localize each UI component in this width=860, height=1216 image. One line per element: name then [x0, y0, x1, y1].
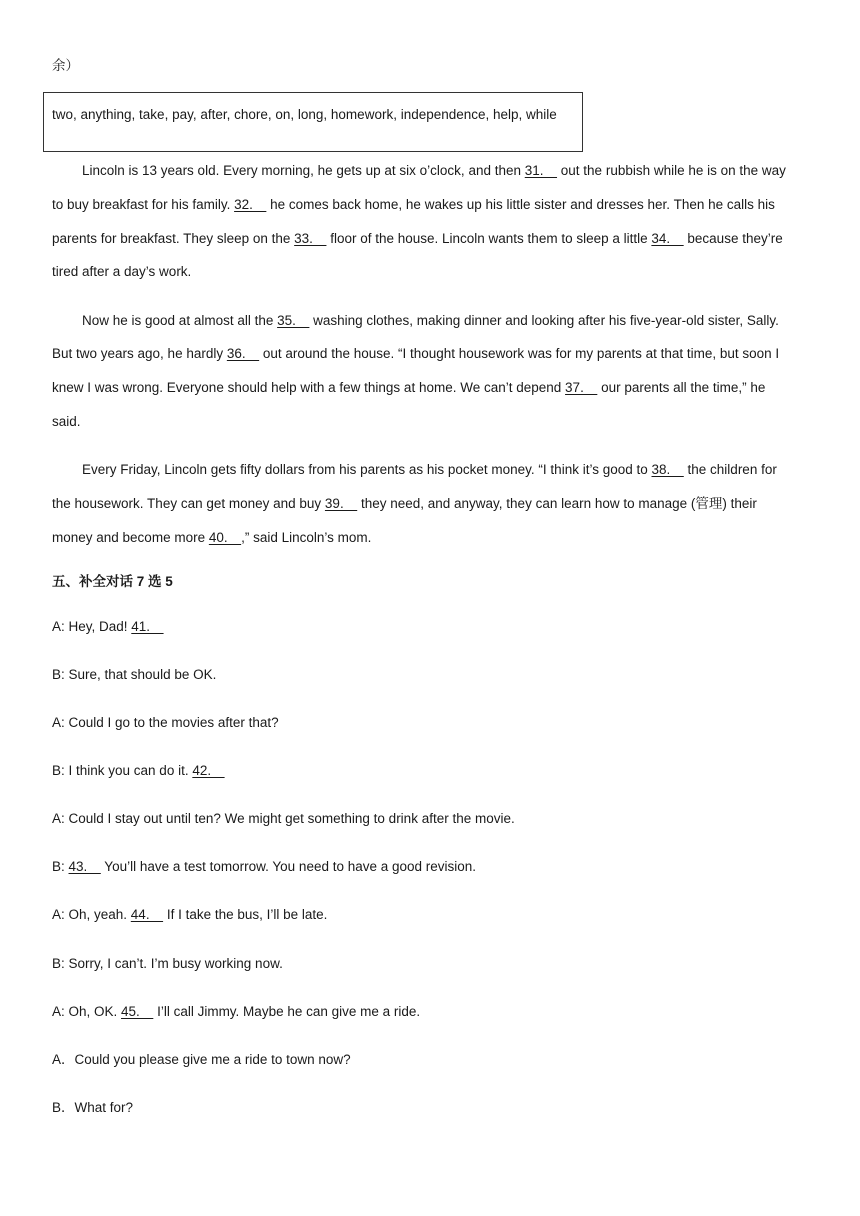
text-segment: out the rubbish while he is on the way — [557, 163, 786, 178]
blank-32: 32. — [234, 197, 267, 212]
passage-line — [52, 494, 757, 514]
blank-33: 33. — [294, 231, 327, 246]
passage-line — [52, 378, 765, 398]
text-segment: Now he is good at almost all the — [82, 313, 278, 328]
text-segment: If I take the bus, I’ll be late. — [163, 907, 328, 922]
text-segment: because they’re — [683, 231, 783, 246]
top-fragment: 余） — [52, 58, 79, 73]
passage-line — [82, 311, 779, 331]
text-segment: washing clothes, making dinner and looking after his five-year-old sister, Sally. — [309, 313, 779, 328]
dialogue-line — [52, 761, 225, 781]
blank-38: 38. — [651, 462, 684, 477]
blank-31: 31. — [524, 163, 558, 178]
text-segment: said. — [52, 414, 81, 429]
text-segment: B: Sure, that should be OK. — [52, 667, 217, 682]
text-segment: B: — [52, 859, 69, 874]
text-segment: B: Sorry, I can’t. I’m busy working now. — [52, 956, 283, 971]
word-bank-text: two, anything, take, pay, after, chore, on, long, homework, independence, help, while — [52, 107, 557, 122]
text-segment: Lincoln is 13 years old. Every morning, he gets up at six o’clock, and then — [82, 163, 525, 178]
blank-41: 41. — [131, 619, 164, 634]
blank-36: 36. — [226, 346, 260, 361]
text-segment: I’ll call Jimmy. Maybe he can give me a ride. — [153, 1004, 421, 1019]
text-segment: knew I was wrong. Everyone should help with a few things at home. We can’t depend — [52, 380, 566, 395]
dialogue-line — [52, 905, 327, 925]
dialogue-line — [52, 954, 283, 974]
dialogue-line — [52, 809, 515, 829]
text-segment: A: Oh, yeah. — [52, 907, 131, 922]
passage-line — [52, 528, 371, 548]
text-segment: floor of the house. Lincoln wants them to sleep a little — [326, 231, 652, 246]
text-segment: our parents all the time,” he — [597, 380, 766, 395]
text-segment: they need, and anyway, they can learn how to manage (管理) their — [357, 496, 757, 511]
blank-40: 40. — [208, 530, 242, 545]
blank-42: 42. — [192, 763, 225, 778]
dialogue-line — [52, 713, 279, 733]
blank-43: 43. — [68, 859, 101, 874]
text-segment: A: Could I stay out until ten? We might get something to drink after the movie. — [52, 811, 515, 826]
passage-line — [52, 229, 783, 249]
text-segment: ,” said Lincoln’s mom. — [241, 530, 372, 545]
option-b: B．What for? — [52, 1100, 134, 1115]
text-segment: B: I think you can do it. — [52, 763, 193, 778]
passage-line — [52, 262, 191, 282]
passage-line — [52, 195, 775, 215]
dialogue-line — [52, 665, 216, 685]
text-segment: to buy breakfast for his family. — [52, 197, 235, 212]
text-segment: the housework. They can get money and buy — [52, 496, 325, 511]
passage-line — [82, 161, 786, 181]
text-segment: tired after a day’s work. — [52, 264, 192, 279]
option-a: A．Could you please give me a ride to town now? — [52, 1052, 351, 1067]
blank-34: 34. — [651, 231, 684, 246]
passage-line — [52, 344, 779, 364]
dialogue-line — [52, 857, 476, 877]
dialogue-line — [52, 1002, 420, 1022]
text-segment: Every Friday, Lincoln gets fifty dollars from his parents as his pocket money. “I think it’s good to — [82, 462, 652, 477]
text-segment: he comes back home, he wakes up his little sister and dresses her. Then he calls his — [266, 197, 775, 212]
blank-45: 45. — [121, 1004, 154, 1019]
text-segment: You’ll have a test tomorrow. You need to have a good revision. — [100, 859, 477, 874]
passage-line — [82, 460, 777, 480]
blank-44: 44. — [130, 907, 164, 922]
blank-37: 37. — [565, 380, 598, 395]
text-segment: But two years ago, he hardly — [52, 346, 227, 361]
text-segment: out around the house. “I thought housework was for my parents at that time, but soon I — [259, 346, 780, 361]
passage-line — [52, 412, 81, 432]
blank-39: 39. — [324, 496, 358, 511]
blank-35: 35. — [277, 313, 310, 328]
text-segment: A: Oh, OK. — [52, 1004, 122, 1019]
dialogue-line — [52, 617, 164, 637]
word-bank-box — [43, 92, 583, 152]
text-segment: money and become more — [52, 530, 209, 545]
section-heading: 五、补全对话 7 选 5 — [52, 574, 173, 589]
text-segment: A: Hey, Dad! — [52, 619, 132, 634]
text-segment: A: Could I go to the movies after that? — [52, 715, 279, 730]
text-segment: the children for — [683, 462, 777, 477]
text-segment: parents for breakfast. They sleep on the — [52, 231, 295, 246]
